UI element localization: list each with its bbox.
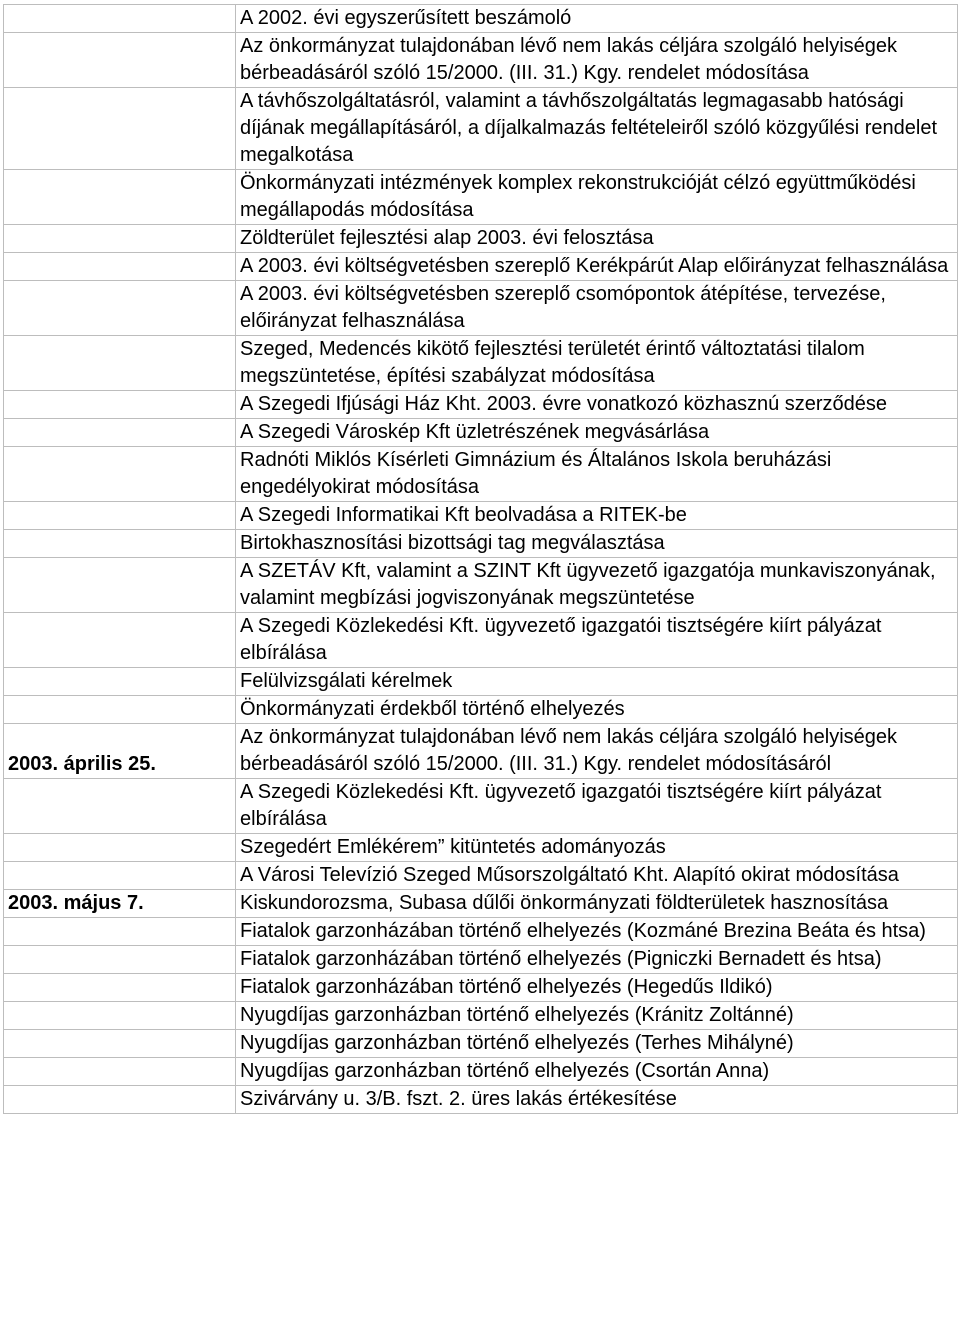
session-date [4, 170, 236, 225]
table-row [4, 88, 958, 170]
table-row [4, 5, 958, 33]
session-date: 2003. május 7. [4, 890, 236, 918]
session-date [4, 668, 236, 696]
session-date [4, 88, 236, 170]
session-date [4, 33, 236, 88]
table-row [4, 613, 958, 668]
agenda-item: Zöldterület fejlesztési alap 2003. évi felosztása [236, 225, 958, 253]
session-date [4, 419, 236, 447]
agenda-item: Radnóti Miklós Kísérleti Gimnázium és Általános Iskola beruházási engedélyokirat módosítása [236, 447, 958, 502]
session-date [4, 530, 236, 558]
table-row [4, 419, 958, 447]
agenda-item: A Szegedi Informatikai Kft beolvadása a RITEK-be [236, 502, 958, 530]
table-row [4, 918, 958, 946]
table-row [4, 447, 958, 502]
agenda-table [3, 4, 958, 1114]
table-row [4, 225, 958, 253]
agenda-item: A 2002. évi egyszerűsített beszámoló [236, 5, 958, 33]
session-date [4, 225, 236, 253]
table-row [4, 834, 958, 862]
agenda-item: A távhőszolgáltatásról, valamint a távhőszolgáltatás legmagasabb hatósági díjának megállapításáról, a díjalkalmazás feltételeiről szóló közgyűlési rendelet megalkotása [236, 88, 958, 170]
agenda-item: Nyugdíjas garzonházban történő elhelyezés (Terhes Mihályné) [236, 1030, 958, 1058]
session-date [4, 336, 236, 391]
session-date [4, 862, 236, 890]
agenda-item: A Városi Televízió Szeged Műsorszolgáltató Kht. Alapító okirat módosítása [236, 862, 958, 890]
table-row [4, 1030, 958, 1058]
session-date [4, 502, 236, 530]
table-row [4, 724, 958, 779]
table-row [4, 1086, 958, 1114]
agenda-item: Az önkormányzat tulajdonában lévő nem lakás céljára szolgáló helyiségek bérbeadásáról szóló 15/2000. (III. 31.) Kgy. rendelet módosításáról [236, 724, 958, 779]
session-date [4, 447, 236, 502]
table-row [4, 502, 958, 530]
agenda-item: Birtokhasznosítási bizottsági tag megválasztása [236, 530, 958, 558]
agenda-item: A Szegedi Közlekedési Kft. ügyvezető igazgatói tisztségére kiírt pályázat elbírálása [236, 613, 958, 668]
table-row [4, 668, 958, 696]
table-row [4, 890, 958, 918]
agenda-item: Szeged, Medencés kikötő fejlesztési területét érintő változtatási tilalom megszüntetése, építési szabályzat módosítása [236, 336, 958, 391]
table-row [4, 253, 958, 281]
table-row [4, 33, 958, 88]
agenda-item: Önkormányzati intézmények komplex rekonstrukcióját célzó együttműködési megállapodás módosítása [236, 170, 958, 225]
session-date [4, 834, 236, 862]
agenda-item: Nyugdíjas garzonházban történő elhelyezés (Kránitz Zoltánné) [236, 1002, 958, 1030]
table-row [4, 558, 958, 613]
session-date [4, 1002, 236, 1030]
session-date [4, 974, 236, 1002]
agenda-item: Az önkormányzat tulajdonában lévő nem lakás céljára szolgáló helyiségek bérbeadásáról szóló 15/2000. (III. 31.) Kgy. rendelet módosítása [236, 33, 958, 88]
agenda-table-body [4, 5, 958, 1114]
agenda-item: A SZETÁV Kft, valamint a SZINT Kft ügyvezető igazgatója munkaviszonyának, valamint megbízási jogviszonyának megszüntetése [236, 558, 958, 613]
agenda-item: A Szegedi Ifjúsági Ház Kht. 2003. évre vonatkozó közhasznú szerződése [236, 391, 958, 419]
agenda-item: Felülvizsgálati kérelmek [236, 668, 958, 696]
agenda-item: Fiatalok garzonházában történő elhelyezés (Hegedűs Ildikó) [236, 974, 958, 1002]
table-row [4, 391, 958, 419]
table-row [4, 170, 958, 225]
session-date [4, 253, 236, 281]
table-row [4, 1002, 958, 1030]
agenda-item: Fiatalok garzonházában történő elhelyezés (Kozmáné Brezina Beáta és htsa) [236, 918, 958, 946]
agenda-item: Nyugdíjas garzonházban történő elhelyezés (Csortán Anna) [236, 1058, 958, 1086]
agenda-item: Fiatalok garzonházában történő elhelyezés (Pigniczki Bernadett és htsa) [236, 946, 958, 974]
agenda-item: A 2003. évi költségvetésben szereplő csomópontok átépítése, tervezése, előirányzat felhasználása [236, 281, 958, 336]
session-date [4, 1086, 236, 1114]
table-row [4, 974, 958, 1002]
table-row [4, 862, 958, 890]
session-date [4, 281, 236, 336]
session-date [4, 1058, 236, 1086]
agenda-item: A Szegedi Városkép Kft üzletrészének megvásárlása [236, 419, 958, 447]
session-date [4, 391, 236, 419]
session-date: 2003. április 25. [4, 724, 236, 779]
agenda-item: Kiskundorozsma, Subasa dűlői önkormányzati földterületek hasznosítása [236, 890, 958, 918]
agenda-item: A Szegedi Közlekedési Kft. ügyvezető igazgatói tisztségére kiírt pályázat elbírálása [236, 779, 958, 834]
session-date [4, 1030, 236, 1058]
table-row [4, 696, 958, 724]
table-row [4, 336, 958, 391]
table-row [4, 281, 958, 336]
table-row [4, 779, 958, 834]
session-date [4, 918, 236, 946]
table-row [4, 530, 958, 558]
session-date [4, 613, 236, 668]
agenda-item: Önkormányzati érdekből történő elhelyezés [236, 696, 958, 724]
session-date [4, 5, 236, 33]
session-date [4, 558, 236, 613]
session-date [4, 696, 236, 724]
agenda-item: Szivárvány u. 3/B. fszt. 2. üres lakás értékesítése [236, 1086, 958, 1114]
table-row [4, 1058, 958, 1086]
session-date [4, 946, 236, 974]
session-date [4, 779, 236, 834]
agenda-item: A 2003. évi költségvetésben szereplő Kerékpárút Alap előirányzat felhasználása [236, 253, 958, 281]
agenda-item: Szegedért Emlékérem” kitüntetés adományozás [236, 834, 958, 862]
table-row [4, 946, 958, 974]
